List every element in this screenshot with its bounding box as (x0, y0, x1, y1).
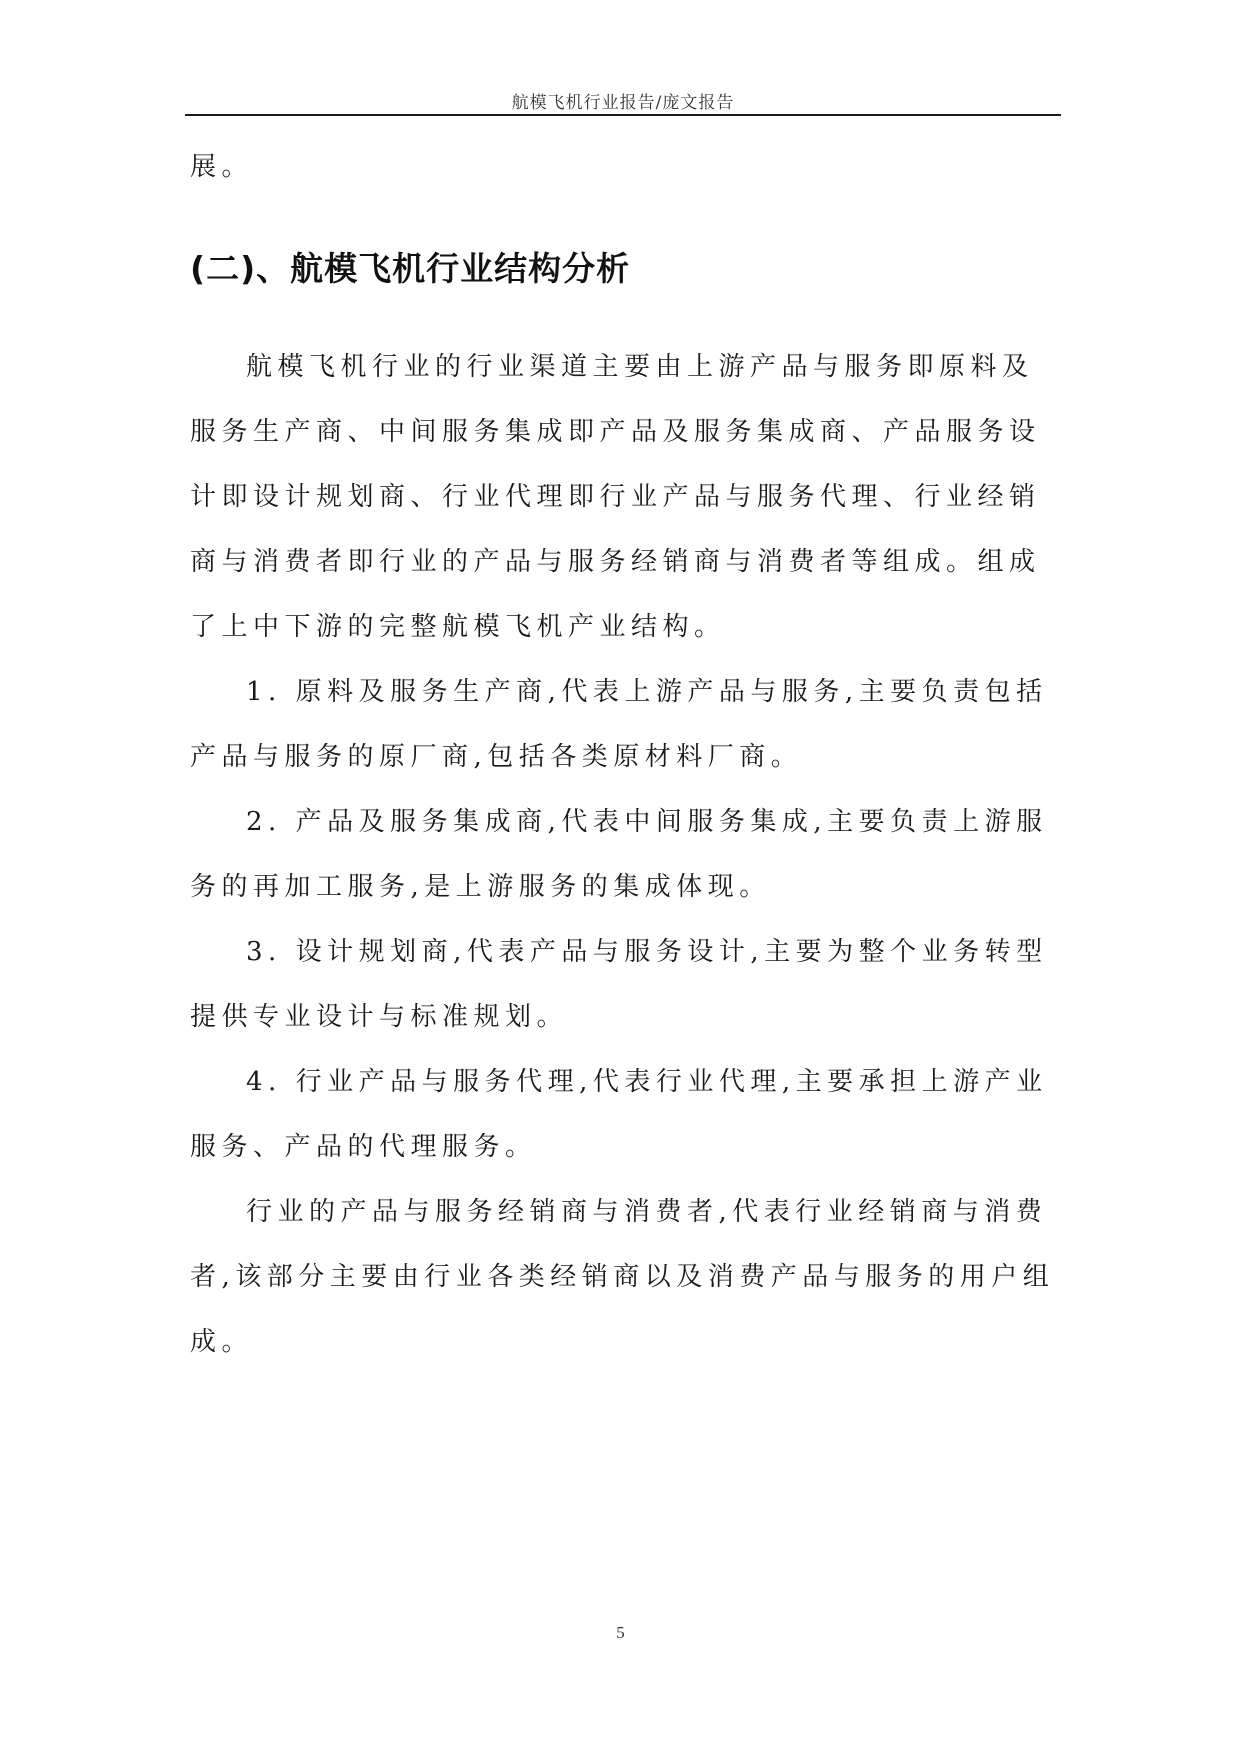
page-number: 5 (616, 1623, 625, 1642)
continuation-text: 展。 (190, 152, 254, 182)
paragraph-intro: 航模飞机行业的行业渠道主要由上游产品与服务即原料及服务生产商、中间服务集成即产品及服务集成商、产品服务设计即设计规划商、行业代理即行业产品与服务代理、行业经销商与消费者即行业的产品与服务经销商与消费者等组成。组成了上中下游的完整航模飞机产业结构。 (190, 352, 1041, 642)
paragraph-consumers: 行业的产品与服务经销商与消费者,代表行业经销商与消费者,该部分主要由行业各类经销商以及消费产品与服务的用户组成。 (190, 1197, 1055, 1357)
running-header: 航模飞机行业报告/庞文报告 (511, 93, 735, 113)
paragraph-item-4: 4. 行业产品与服务代理,代表行业代理,主要承担上游产业服务、产品的代理服务。 (190, 1067, 1048, 1162)
section-title: (二)、航模飞机行业结构分析 (190, 249, 631, 288)
paragraph-item-3: 3. 设计规划商,代表产品与服务设计,主要为整个业务转型提供专业设计与标准规划。 (190, 937, 1048, 1032)
header-divider (185, 114, 1061, 116)
paragraph-item-2: 2. 产品及服务集成商,代表中间服务集成,主要负责上游服务的再加工服务,是上游服务的集成体现。 (190, 807, 1048, 902)
paragraph-item-1: 1. 原料及服务生产商,代表上游产品与服务,主要负责包括产品与服务的原厂商,包括各类原材料厂商。 (190, 677, 1048, 772)
